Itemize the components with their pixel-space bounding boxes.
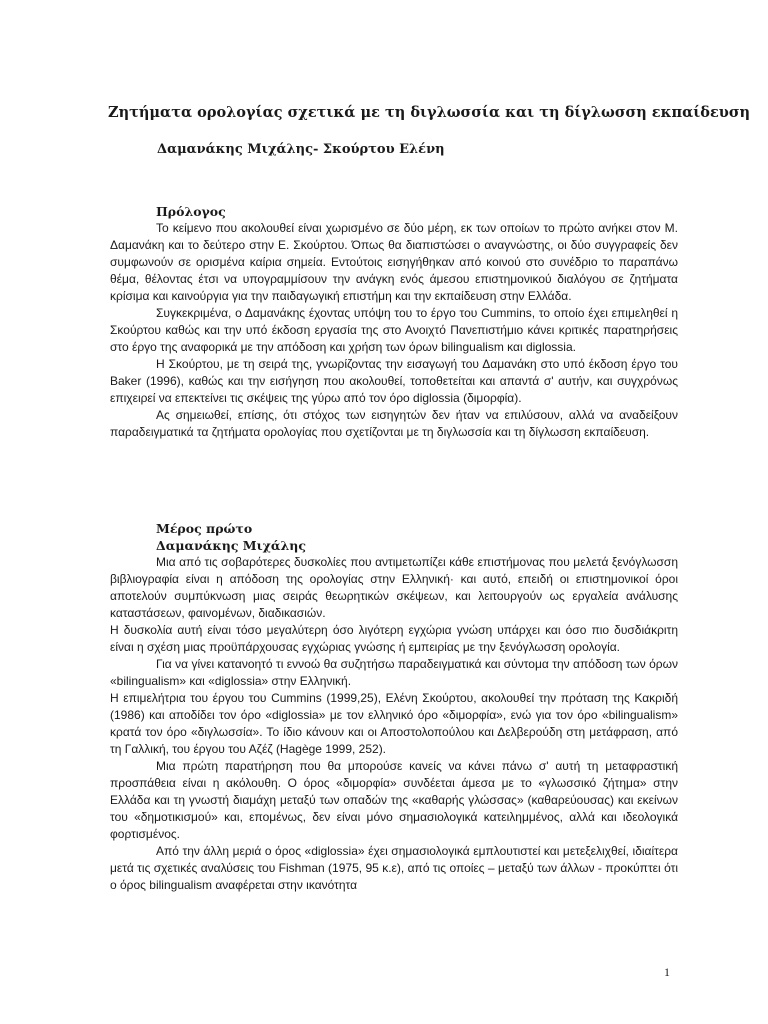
document-title: Ζητήματα ορολογίας σχετικά με τη διγλωσσία και τη δίγλωσση εκπαίδευση (108, 104, 751, 121)
page-number: 1 (664, 965, 670, 979)
part-one-body (110, 554, 678, 894)
prologue-section (110, 203, 678, 441)
paragraph: Συγκεκριμένα, ο Δαμανάκης έχοντας υπόψη του το έργο του Cummins, το οποίο έχει επιμεληθεί η Σκούρτου καθώς και την υπό έκδοση εργασία της στο Ανοιχτό Πανεπιστήμιο κάνει κριτικές παρατηρήσεις στο έργο της αναφορικά με την απόδοση και χρήση των όρων bilingualism και diglossia. (110, 306, 678, 354)
paragraph: Ας σημειωθεί, επίσης, ότι στόχος των εισηγητών δεν ήταν να επιλύσουν, αλλά να αναδείξουν παραδειγματικά τα ζητήματα ορολογίας που σχετίζονται με τη διγλωσσία και τη δίγλωσση εκπαίδευση. (110, 408, 678, 439)
part-one-author: Δαμανάκης Μιχάλης (156, 538, 306, 553)
paragraph: Το κείμενο που ακολουθεί είναι χωρισμένο σε δύο μέρη, εκ των οποίων το πρώτο ανήκει στον Μ. Δαμανάκη και το δεύτερο στην Ε. Σκούρτου. Όπως θα διαπιστώσει ο αναγνώστης, οι δύο συγγραφείς δεν συμφωνούν σε ορισμένα καίρια σημεία. Εντούτοις εισηγήθηκαν από κοινού στο συνέδριο το παραπάνω θέμα, θέλοντας έτσι να υπογραμμίσουν την ανάγκη ενός άμεσου επιστημονικού διαλόγου σε ζητήματα κρίσιμα και καινούργια για την παιδαγωγική επιστήμη και την εκπαίδευση στην Ελλάδα. (110, 221, 678, 303)
paragraph: Η Σκούρτου, με τη σειρά της, γνωρίζοντας την εισαγωγή του Δαμανάκη στο υπό έκδοση έργο του Baker (1996), καθώς και την εισήγηση που ακολουθεί, τοποθετείται και απαντά σ' αυτήν, και συγχρόνως επιχειρεί να επεκτείνει τις σκέψεις της γύρω από τον όρο diglossia (διμορφία). (110, 357, 678, 405)
paragraph: Από την άλλη μεριά ο όρος «diglossia» έχει σημασιολογικά εμπλουτιστεί και μετεξελιχθεί, ιδιαίτερα μετά τις σχετικές αναλύσεις του Fishman (1975, 95 κ.ε), από τις οποίες – μεταξύ των άλλων - προκύπτει ότι ο όρος bilingualism αναφέρεται στην ικανότητα (110, 844, 678, 892)
part-one-heading: Μέρος πρώτο (156, 521, 253, 536)
prologue-heading: Πρόλογος (156, 204, 226, 219)
document-authors: Δαμανάκης Μιχάλης- Σκούρτου Ελένη (157, 142, 445, 157)
paragraph: Η δυσκολία αυτή είναι τόσο μεγαλύτερη όσο λιγότερη εγχώρια γνώση υπάρχει και όσο πιο δυσδιάκριτη είναι η σχέση μιας προϋπάρχουσας εγχώριας γνώσης ή εμπειρίας με την ξενόγλωσση ορολογία. (110, 623, 678, 654)
part-one-section (110, 520, 678, 894)
paragraph: Μια πρώτη παρατήρηση που θα μπορούσε κανείς να κάνει πάνω σ' αυτή τη μεταφραστική προσπάθεια είναι η ακόλουθη. Ο όρος «διμορφία» συνδέεται άμεσα με το «γλωσσικό ζήτημα» στην Ελλάδα και τη γνωστή διαμάχη μεταξύ των οπαδών της «καθαρής γλώσσας» (καθαρεύουσας) και εκείνων του «δημοτικισμού» και, επομένως, δεν είναι μόνο σημασιολογικά κατειλημμένος, αλλά και ιδεολογικά φορτισμένος. (110, 759, 678, 841)
paragraph: Μια από τις σοβαρότερες δυσκολίες που αντιμετωπίζει κάθε επιστήμονας που μελετά ξενόγλωσση βιβλιογραφία είναι η απόδοση της ορολογίας στην Ελληνική· και αυτό, επειδή οι επιστημονικοί όροι αποτελούν συμπύκνωση μιας σειράς θεωρητικών σκέψεων, και λειτουργούν ως εργαλεία ανάλυσης καταστάσεων, φαινομένων, διαδικασιών. (110, 555, 678, 620)
paragraph: Η επιμελήτρια του έργου του Cummins (1999,25), Ελένη Σκούρτου, ακολουθεί την πρόταση της Κακριδή (1986) και αποδίδει τον όρο «diglossia» με τον ελληνικό όρο «διμορφία», ενώ για τον όρο «bilingualism» κρατά τον όρο «διγλωσσία». Το ίδιο κάνουν και οι Αποστολοπούλου και Δελβερούδη στη μετάφραση, από τη Γαλλική, του έργου του Αζέζ (Hagège 1999, 252). (110, 691, 678, 756)
paragraph: Για να γίνει κατανοητό τι εννοώ θα συζητήσω παραδειγματικά και σύντομα την απόδοση των όρων «bilingualism» και «diglossia» στην Ελληνική. (110, 657, 678, 688)
